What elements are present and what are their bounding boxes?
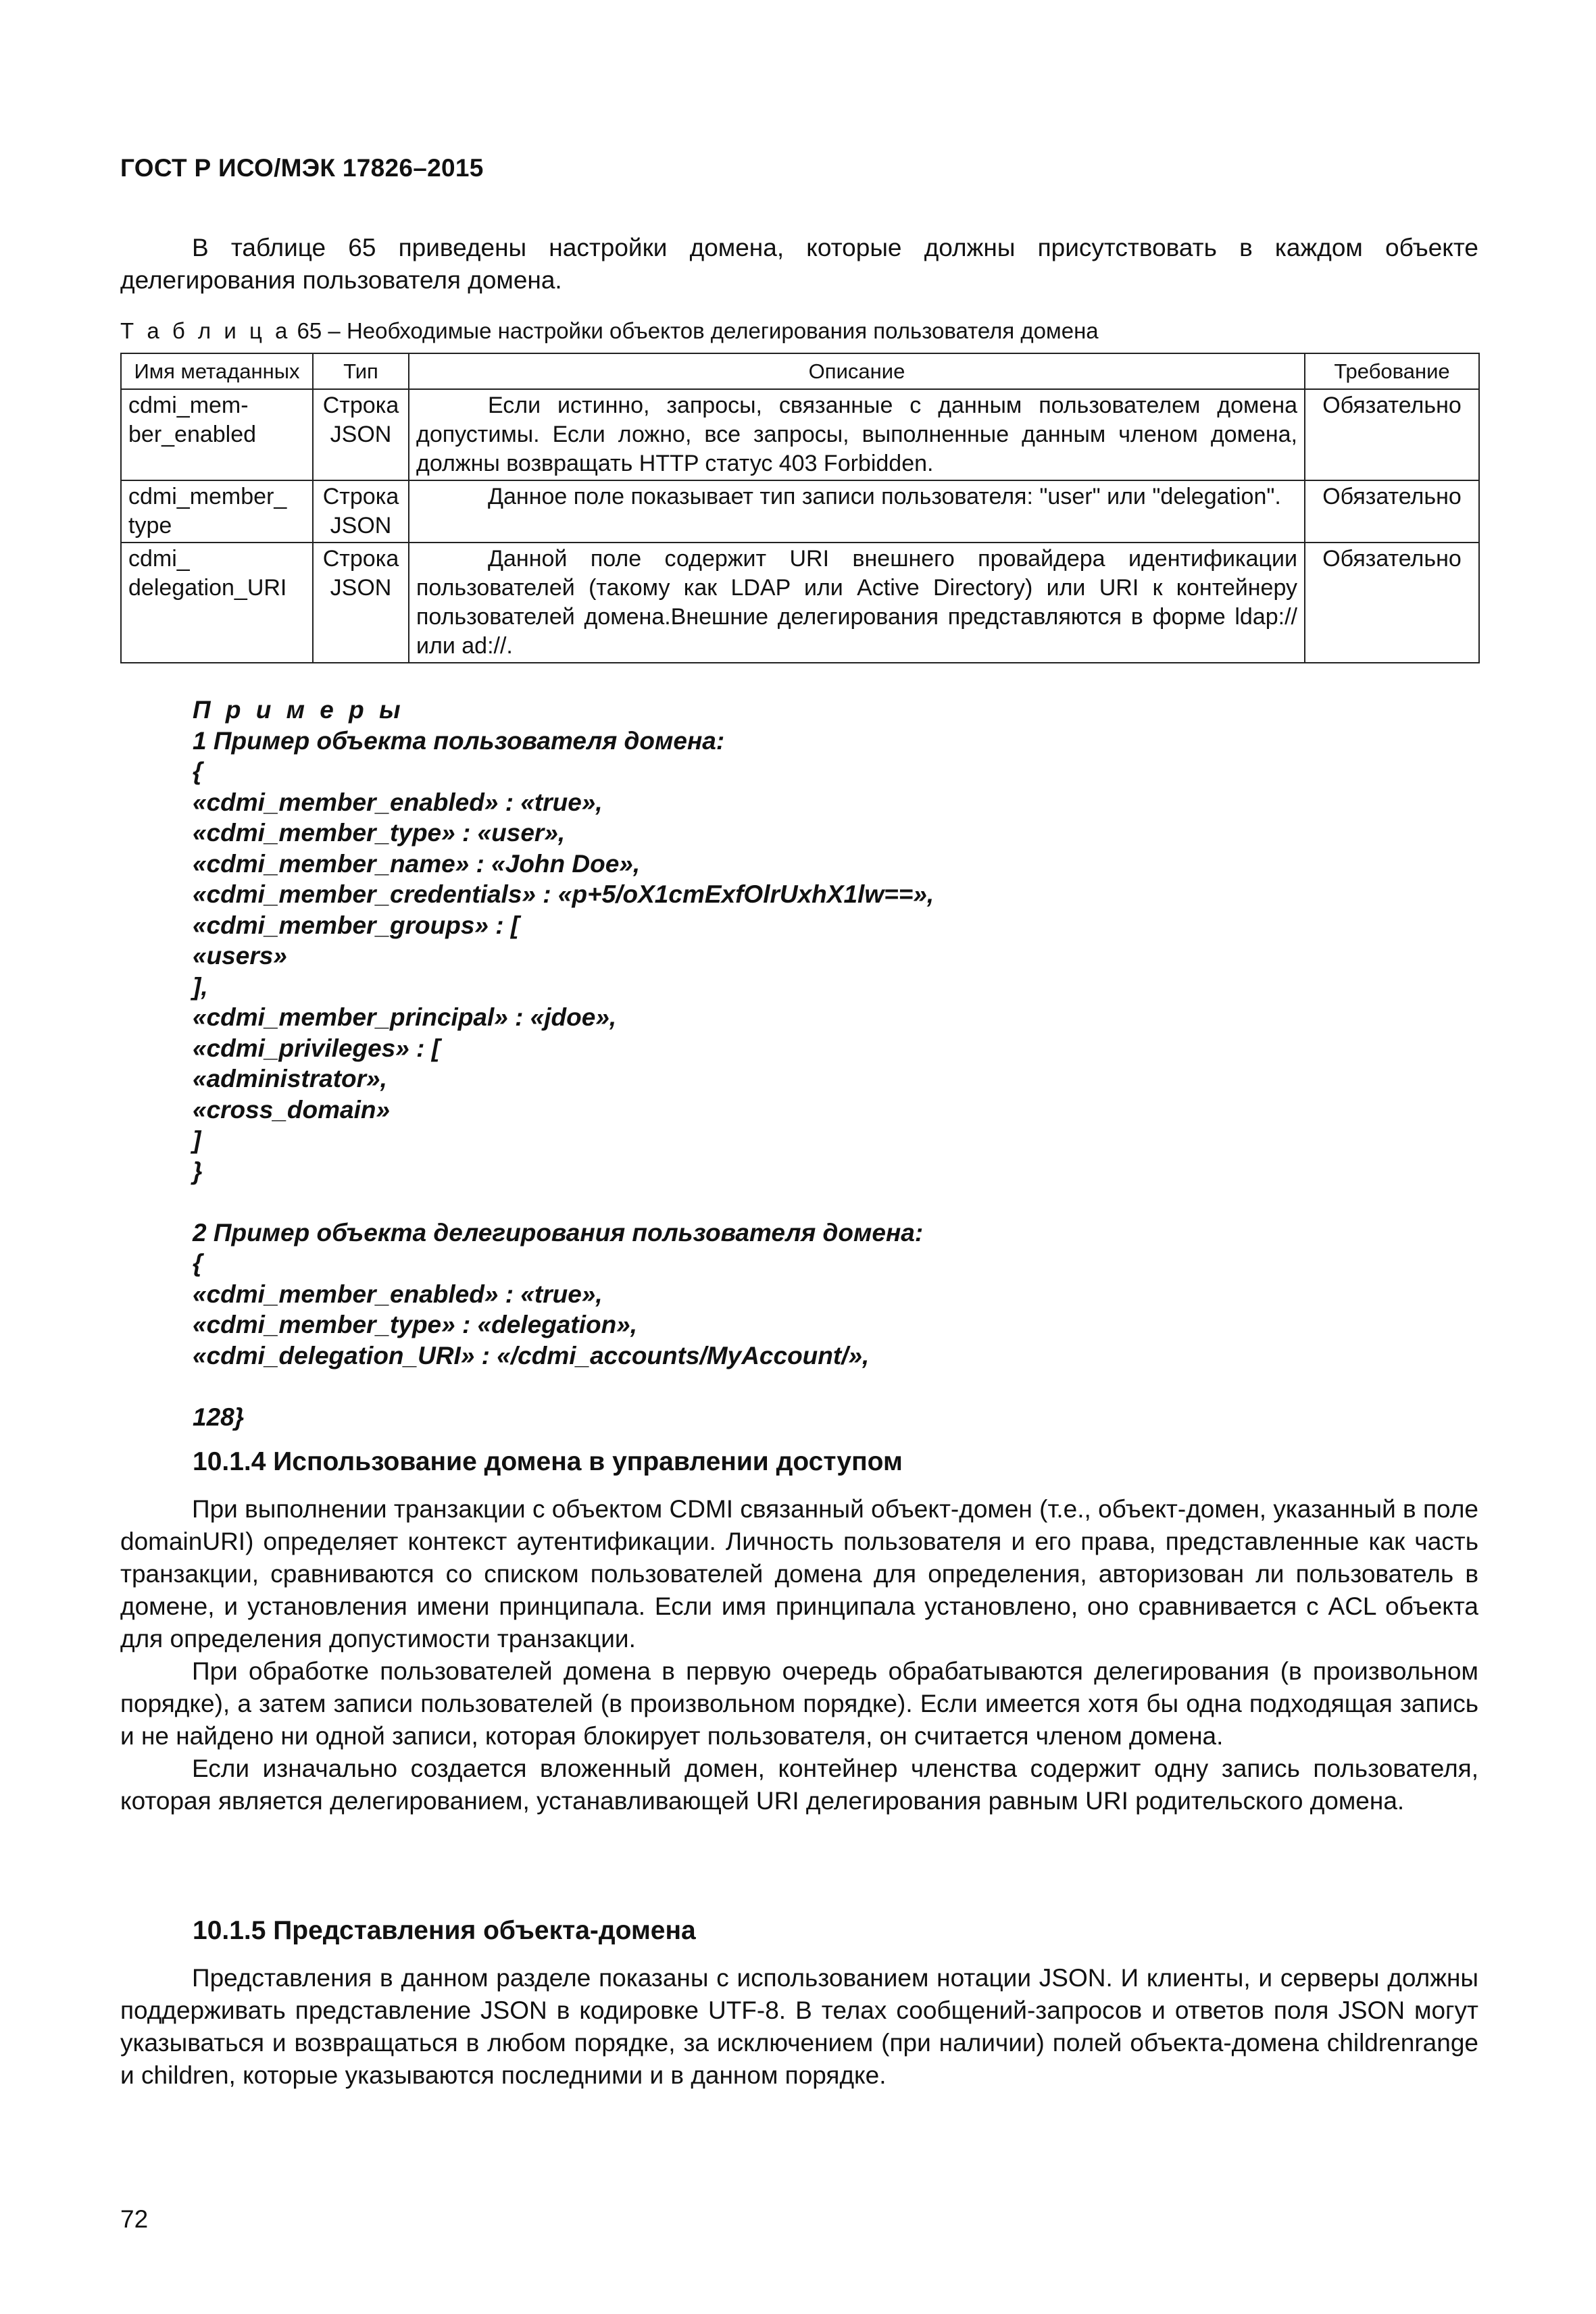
cell-requirement: Обязательно bbox=[1305, 389, 1479, 480]
section-paragraph: Если изначально создается вложенный домен, контейнер членства содержит одну запись пользователя, которая является делегированием, устанавливающей URI делегирования равным URI родительского домена. bbox=[120, 1755, 1478, 1815]
code-line: «cdmi_delegation_URI» : «/cdmi_accounts/MyAccount/», bbox=[193, 1341, 870, 1369]
table-header-row bbox=[121, 353, 1479, 389]
code-line: } bbox=[193, 1157, 203, 1185]
code-line: «cdmi_member_type» : «user», bbox=[193, 819, 566, 847]
header-type: Тип bbox=[313, 353, 409, 389]
page-number: 72 bbox=[120, 2205, 149, 2233]
table-caption bbox=[120, 318, 1099, 345]
header-metadata-name: Имя метаданных bbox=[121, 353, 313, 389]
section-paragraph: Представления в данном разделе показаны с использованием нотации JSON. И клиенты, и серверы должны поддерживать представление JSON в кодировке UTF-8. В телах сообщений-запросов и ответов поля JSON могут указываться и возвращаться в любом порядке, за исключением (при наличии) полей объекта-домена childrenrange и children, которые указываются последними и в данном порядке. bbox=[120, 1964, 1478, 2089]
cell-type: Строка JSON bbox=[313, 480, 409, 543]
cell-description: Данной поле содержит URI внешнего провайдера идентификации пользователей (такому как LDAP или Active Directory) или URI к контейнеру пользователей домена.Внешние делегирования представляются в форме ldap:// или ad://. bbox=[409, 543, 1305, 663]
examples-block bbox=[193, 695, 1443, 1432]
table-row bbox=[121, 480, 1479, 543]
document-standard-header: ГОСТ Р ИСО/МЭК 17826–2015 bbox=[120, 154, 484, 182]
examples-heading: П р и м е р ы bbox=[193, 696, 405, 724]
code-line: «cdmi_member_type» : «delegation», bbox=[193, 1311, 638, 1338]
cell-requirement: Обязательно bbox=[1305, 480, 1479, 543]
header-requirement: Требование bbox=[1305, 353, 1479, 389]
cell-description: Если истинно, запросы, связанные с данным пользователем домена допустимы. Если ложно, все запросы, выполненные данным членом домена, должны возвращать HTTP статус 403 Forbidden. bbox=[409, 389, 1305, 480]
code-line: «cdmi_member_enabled» : «true», bbox=[193, 1280, 603, 1308]
metadata-table bbox=[120, 353, 1480, 663]
section-1014-body bbox=[120, 1493, 1478, 1817]
code-line: «cross_domain» bbox=[193, 1095, 391, 1124]
code-line bbox=[193, 1371, 1443, 1402]
cell-metadata-name: cdmi_member_ type bbox=[121, 480, 313, 543]
code-line: ], bbox=[193, 972, 208, 1001]
example1-title: 1 Пример объекта пользователя домена: bbox=[193, 726, 725, 755]
code-line: «cdmi_member_name» : «John Doe», bbox=[193, 849, 641, 878]
table-caption-text: 65 – Необходимые настройки объектов делегирования пользователя домена bbox=[291, 318, 1099, 343]
intro-paragraph: В таблице 65 приведены настройки домена, которые должны присутствовать в каждом объекте делегирования пользователя домена. bbox=[120, 234, 1478, 294]
table-row bbox=[121, 543, 1479, 663]
code-line: «cdmi_member_principal» : «jdoe», bbox=[193, 1003, 617, 1031]
example2-title: 2 Пример объекта делегирования пользователя домена: bbox=[193, 1218, 924, 1247]
cell-description: Данное поле показывает тип записи пользователя: "user" или "delegation". bbox=[409, 480, 1305, 543]
code-line: { bbox=[193, 1249, 203, 1277]
code-line: «cdmi_member_enabled» : «true», bbox=[193, 788, 603, 816]
section-1014-title: 10.1.4 Использование домена в управлении доступом bbox=[193, 1447, 903, 1476]
code-line: ] bbox=[193, 1126, 201, 1154]
code-line: { bbox=[193, 757, 203, 785]
code-line: «administrator», bbox=[193, 1065, 387, 1092]
cell-type: Строка JSON bbox=[313, 543, 409, 663]
cell-requirement: Обязательно bbox=[1305, 543, 1479, 663]
code-line: «cdmi_member_groups» : [ bbox=[193, 911, 520, 939]
spacer bbox=[193, 1186, 1443, 1217]
example1-code bbox=[193, 756, 1443, 1186]
section-paragraph: При обработке пользователей домена в первую очередь обрабатываются делегирования (в произвольном порядке), а затем записи пользователей (в произвольном порядке). Если имеется хотя бы одна подходящая запись и не найдено ни одной записи, которая блокирует пользователя, он считается членом домена. bbox=[120, 1657, 1478, 1750]
code-line: «cdmi_member_credentials» : «p+5/oX1cmExfOlrUxhX1lw==», bbox=[193, 880, 934, 908]
section-paragraph: При выполнении транзакции с объектом CDMI связанный объект-домен (т.е., объект-домен, указанный в поле domainURI) определяет контекст аутентификации. Личность пользователя и его права, представленные как часть транзакции, сравниваются со списком пользователей домена для определения, авторизован ли пользователь в домене, и установления имени принципала. Если имя принципала установлено, оно сравнивается с ACL объекта для определения допустимости транзакции. bbox=[120, 1495, 1478, 1653]
cell-metadata-name: cdmi_mem- ber_enabled bbox=[121, 389, 313, 480]
section-1015-body bbox=[120, 1962, 1478, 2092]
header-description: Описание bbox=[409, 353, 1305, 389]
section-1015-title: 10.1.5 Представления объекта-домена bbox=[193, 1916, 696, 1945]
code-line: 128} bbox=[193, 1403, 245, 1431]
code-line: «cdmi_privileges» : [ bbox=[193, 1034, 441, 1062]
table-caption-label: Т а б л и ц а bbox=[120, 318, 291, 343]
code-line: «users» bbox=[193, 942, 287, 970]
example2-code bbox=[193, 1248, 1443, 1432]
cell-metadata-name: cdmi_ delegation_URI bbox=[121, 543, 313, 663]
table-row bbox=[121, 389, 1479, 480]
cell-type: Строка JSON bbox=[313, 389, 409, 480]
